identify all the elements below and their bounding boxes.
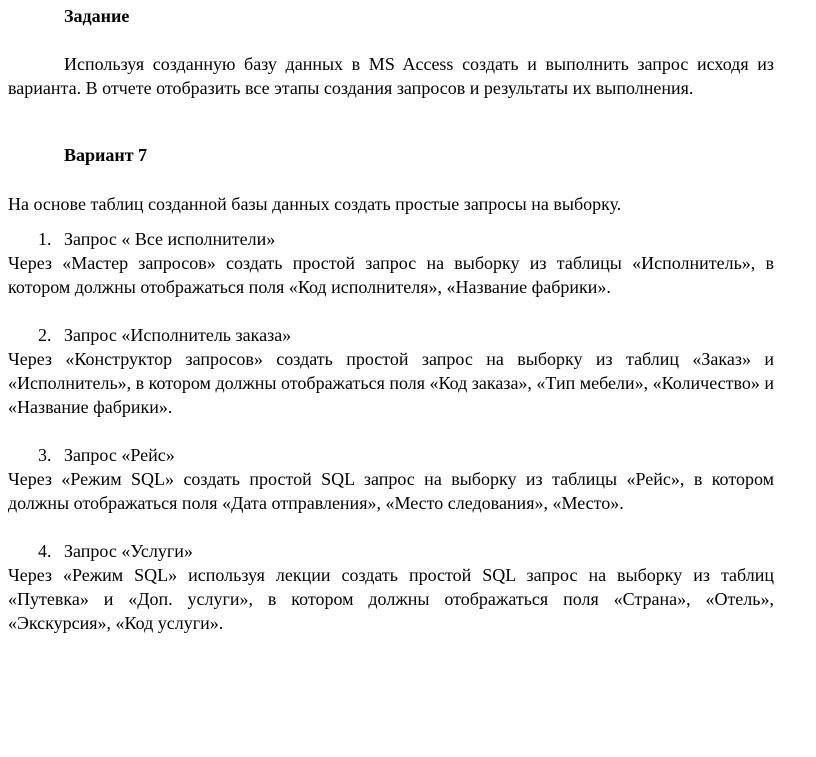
query-description: Через «Режим SQL» используя лекции создать простой SQL запрос на выборку из таблиц «Путевка» и «Доп. услуги», в котором должны отображаться поля «Страна», «Отель», «Экскурсия», «Код услуги».: [8, 565, 774, 633]
item-number: 1.: [38, 229, 52, 249]
item-number: 3.: [38, 445, 52, 465]
task-heading: Задание: [64, 6, 130, 26]
task-description: Используя созданную базу данных в MS Access создать и выполнить запрос исходя из варианта. В отчете отобразить все этапы создания запросов и результаты их выполнения.: [8, 54, 774, 98]
query-item-4: [8, 539, 774, 635]
query-item-1: [8, 227, 774, 299]
query-description: Через «Режим SQL» создать простой SQL запрос на выборку из таблицы «Рейс», в котором должны отображаться поля «Дата отправления», «Место следования», «Место».: [8, 469, 774, 513]
query-item-3: [8, 443, 774, 515]
variant-heading: Вариант 7: [64, 145, 148, 165]
item-title-text: Запрос « Все исполнители»: [64, 229, 276, 249]
lead-text: На основе таблиц созданной базы данных создать простые запросы на выборку.: [8, 194, 622, 214]
query-description: Через «Конструктор запросов» создать простой запрос на выборку из таблиц «Заказ» и «Исполнитель», в котором должны отображаться поля «Код заказа», «Тип мебели», «Количество» и «Название фабрики».: [8, 349, 774, 417]
item-title-text: Запрос «Услуги»: [64, 541, 193, 561]
query-title: [38, 227, 774, 251]
query-title: [38, 443, 774, 467]
query-description: Через «Мастер запросов» создать простой запрос на выборку из таблицы «Исполнитель», в котором должны отображаться поля «Код исполнителя», «Название фабрики».: [8, 253, 774, 297]
query-item-2: [8, 323, 774, 419]
query-title: [38, 539, 774, 563]
item-number: 2.: [38, 325, 52, 345]
item-title-text: Запрос «Исполнитель заказа»: [64, 325, 292, 345]
query-title: [38, 323, 774, 347]
item-title-text: Запрос «Рейс»: [64, 445, 175, 465]
item-number: 4.: [38, 541, 52, 561]
document-page: [8, 4, 774, 635]
